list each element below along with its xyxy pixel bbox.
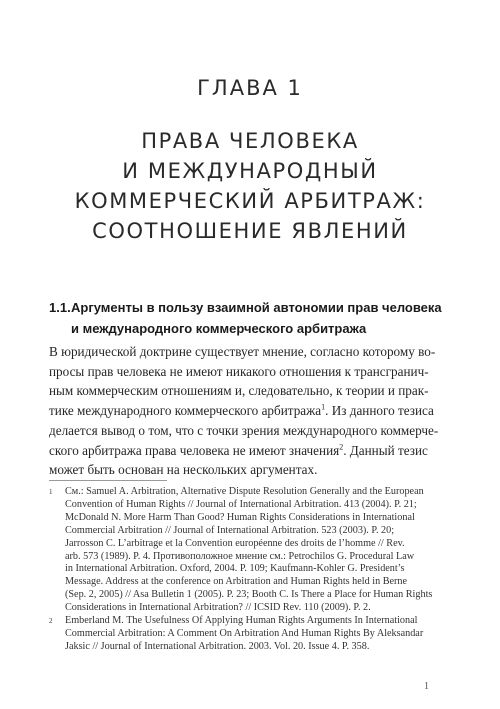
footnote-2 <box>49 615 469 654</box>
footnote-mark: 2 <box>49 617 53 626</box>
body-text-span: ского арбитража права человека не имеют значения <box>49 442 340 458</box>
footnote-line: См.: Samuel A. Arbitration, Alternative Dispute Resolution Generally and the European <box>65 486 424 497</box>
body-line: ным коммерческим отношениям и, следовательно, к теории и прак- <box>49 383 429 399</box>
footnote-line: Convention of Human Rights // Journal of International Arbitration. 413 (2004). P. 21; <box>65 498 417 510</box>
footnote-line: (Sep. 2, 2005) // Asa Bulletin 1 (2005). P. 23; Booth C. Is There a Place for Human Rights <box>65 589 433 601</box>
section-title-line: и международного коммерческого арбитража <box>71 321 367 336</box>
footnote-ref-2[interactable]: 2 <box>339 442 344 452</box>
footnote-line: McDonald N. More Harm Than Good? Human Rights Considerations in International <box>65 511 415 523</box>
footnote-line: Emberland M. The Usefulness Of Applying Human Rights Arguments In International <box>65 615 418 627</box>
chapter-title-line: СООТНОШЕНИЕ ЯВЛЕНИЙ <box>92 219 408 243</box>
chapter-title-line: ПРАВА ЧЕЛОВЕКА <box>141 129 359 153</box>
section-number: 1.1. <box>49 300 71 315</box>
body-text-span: . Данный тезис <box>343 442 428 458</box>
footnote-separator <box>49 480 167 481</box>
footnote-line: Jaksic // Journal of International Arbitration. 2003. Vol. 20. Issue 4. P. 358. <box>65 640 370 652</box>
body-line: может быть основан на нескольких аргументах. <box>49 462 318 478</box>
body-paragraph <box>49 342 453 480</box>
chapter-title <box>0 126 500 246</box>
footnote-line: arb. 573 (1989). P. 4. Противоположное мнение см.: Petrochilos G. Procedural Law <box>65 550 415 562</box>
footnotes <box>49 486 469 654</box>
chapter-label: ГЛАВА 1 <box>197 76 303 100</box>
footnote-line: Message. Address at the conference on Arbitration and Human Rights held in Berne <box>65 576 408 588</box>
page-number: 1 <box>424 681 429 692</box>
body-line: делается вывод о том, что с точки зрения международного коммерче- <box>49 422 439 438</box>
body-text-span: . Из данного тезиса <box>325 403 434 419</box>
footnote-ref-1[interactable]: 1 <box>321 402 326 412</box>
footnote-line: Considerations in International Arbitration? // ICSID Rev. 110 (2009). P. 2. <box>65 602 371 614</box>
footnote-mark: 1 <box>49 488 53 496</box>
footnote-line: in International Arbitration. Oxford, 2004. P. 109; Kaufmann-Kohler G. President’s <box>65 563 405 575</box>
section-heading <box>49 297 469 339</box>
body-line <box>49 441 453 461</box>
body-line: В юридической доктрине существует мнение, согласно которому во- <box>49 344 436 359</box>
footnote-line: Commercial Arbitration // Journal of International Arbitration. 523 (2003). P. 20; <box>65 524 395 536</box>
footnote-line: Jarrosson C. L’arbitrage et la Convention européenne des droits de l’homme // Rev. <box>65 537 405 549</box>
body-line <box>49 401 453 421</box>
chapter-title-line: И МЕЖДУНАРОДНЫЙ <box>122 159 378 183</box>
body-line: просы прав человека не имеют никакого отношения к трансгранич- <box>49 363 429 379</box>
footnote-line: Commercial Arbitration: A Comment On Arbitration And Human Rights By Aleksandar <box>65 627 424 639</box>
body-text-span: тике международного коммерческого арбитража <box>49 403 322 419</box>
footnote-1 <box>49 486 469 615</box>
section-title-line: Аргументы в пользу взаимной автономии прав человека <box>71 300 442 315</box>
chapter-title-line: КОММЕРЧЕСКИЙ АРБИТРАЖ: <box>74 189 426 213</box>
